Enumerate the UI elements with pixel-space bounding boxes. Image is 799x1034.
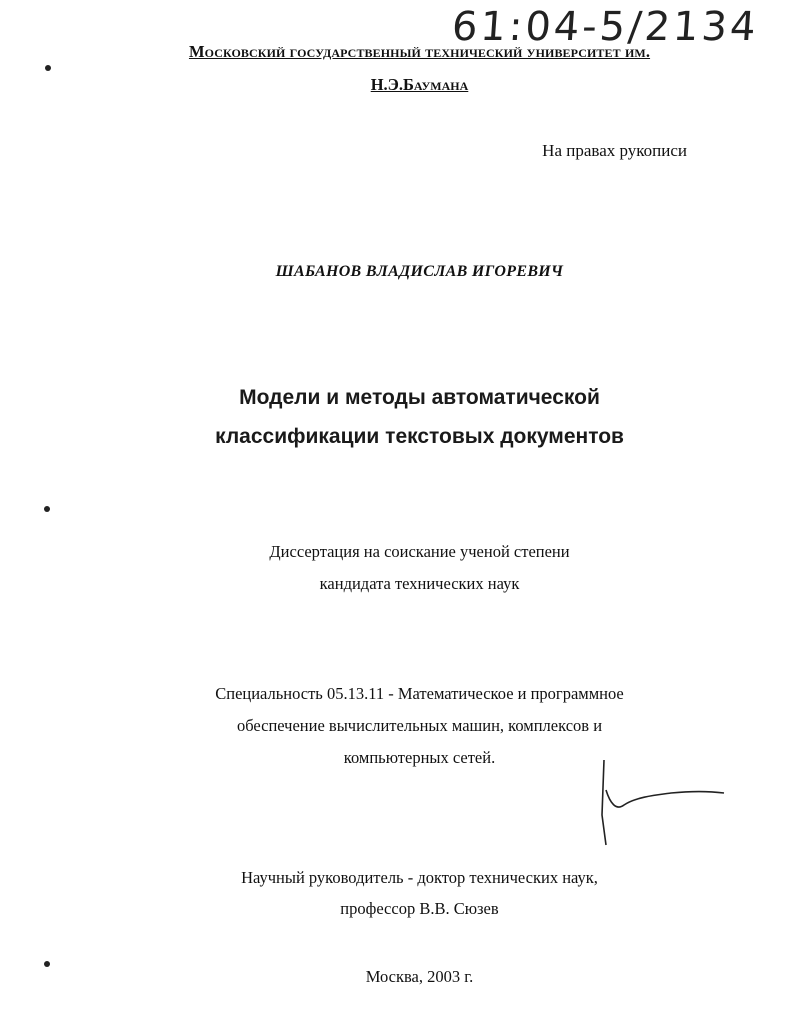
archive-number: 61:04-5/2134 — [450, 4, 761, 50]
dissertation-line1: Диссертация на соискание ученой степени — [269, 542, 570, 561]
margin-dot — [45, 65, 51, 71]
signature — [596, 755, 726, 850]
specialty-line3: компьютерных сетей. — [343, 748, 496, 767]
author-name: ШАБАНОВ ВЛАДИСЛАВ ИГОРЕВИЧ — [275, 263, 564, 280]
title-line2: классификации текстовых документов — [215, 425, 624, 448]
title-line1: Модели и методы автоматической — [239, 386, 600, 409]
supervisor-line2: профессор В.В. Сюзев — [340, 899, 499, 918]
university-name-line1: Московский государственный технический университет им. — [188, 42, 651, 61]
supervisor-line1: Научный руководитель - доктор технических наук, — [241, 868, 598, 887]
margin-dot — [44, 506, 50, 512]
university-name-line2: Н.Э.Баумана — [370, 75, 469, 94]
dissertation-line2: кандидата технических наук — [319, 574, 520, 593]
place-and-year: Москва, 2003 г. — [365, 967, 474, 986]
rights-note: На правах рукописи — [542, 141, 687, 160]
specialty-line2: обеспечение вычислительных машин, комплексов и — [236, 716, 603, 735]
specialty-line1: Специальность 05.13.11 - Математическое и программное — [215, 684, 624, 703]
